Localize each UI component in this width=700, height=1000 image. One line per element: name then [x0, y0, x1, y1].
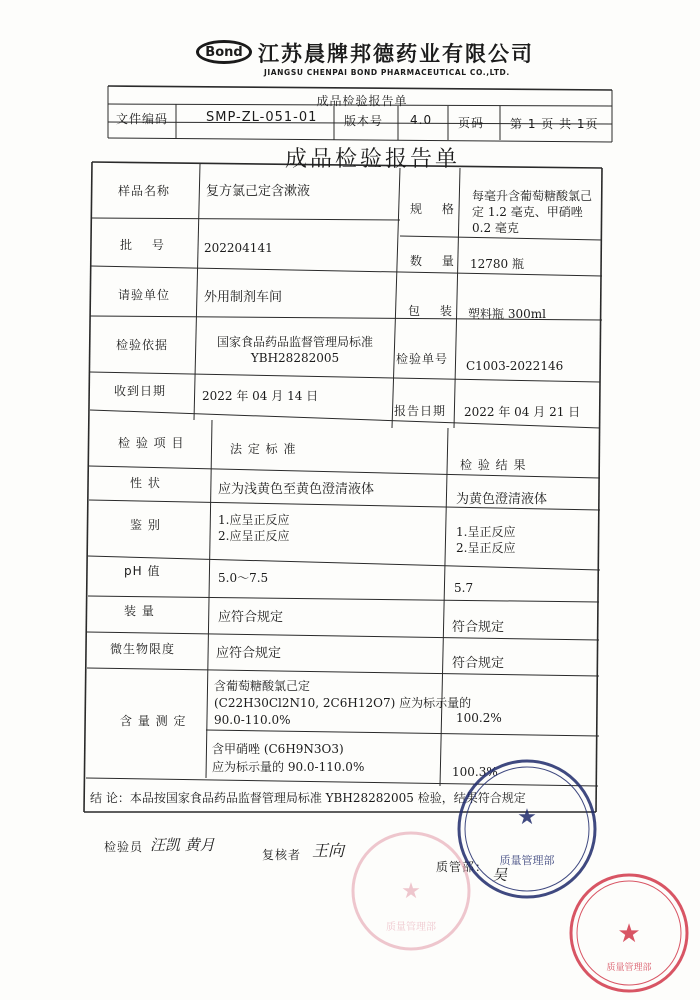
page-value: 第 1 页 共 1页 — [510, 117, 599, 131]
logo-text: Bond — [205, 44, 243, 60]
test-result: 符合规定 — [452, 620, 505, 635]
received-date: 2022 年 04 月 14 日 — [202, 389, 319, 403]
test-standard: 5.0～7.5 — [218, 571, 269, 585]
report-no: C1003-2022146 — [466, 359, 564, 373]
test-result: 符合规定 — [452, 656, 505, 671]
report-title: 成品检验报告单 — [285, 147, 461, 172]
report-no-label: 检验单号 — [396, 352, 449, 366]
svg-text:质量管理部: 质量管理部 — [606, 963, 652, 973]
company-name-en: JIANGSU CHENPAI BOND PHARMACEUTICAL CO.,LTD. — [264, 68, 510, 77]
inspector-signature: 汪凯 黄月 — [150, 836, 215, 854]
svg-text:★: ★ — [401, 879, 421, 904]
sample-name-label: 样品名称 — [118, 184, 171, 198]
report-date: 2022 年 04 月 21 日 — [464, 405, 581, 419]
svg-text:★: ★ — [517, 805, 537, 830]
test-item: pH 值 — [124, 564, 161, 578]
col-standard-header: 法 定 标 准 — [230, 442, 297, 456]
test-standard: 应为浅黄色至黄色澄清液体 — [218, 482, 375, 497]
inspector-label: 检验员 — [104, 840, 144, 854]
company-name-cn: 江苏晨牌邦德药业有限公司 — [258, 42, 534, 66]
file-no-label: 文件编码 — [116, 112, 169, 126]
content-std-1: 含葡萄糖酸氯己定 (C22H30Cl2N10, 2C6H12O7) 应为标示量的 90.0-110.0% — [214, 679, 472, 727]
basis-label: 检验依据 — [116, 338, 169, 352]
test-item: 微生物限度 — [110, 642, 176, 656]
content-std-2: 含甲硝唑 (C6H9N3O3) 应为标示量的 90.0-110.0% — [212, 742, 365, 774]
svg-text:质量管理部: 质量管理部 — [386, 922, 436, 933]
test-item: 性 状 — [130, 476, 161, 490]
reviewer-label: 复核者 — [262, 848, 302, 862]
spec-label: 规 格 — [410, 202, 462, 216]
package: 塑料瓶 300ml — [468, 307, 546, 321]
batch: 202204141 — [204, 241, 273, 255]
version-label: 版本号 — [344, 114, 384, 128]
test-result: 5.7 — [454, 581, 474, 595]
doc-title-small: 成品检验报告单 — [316, 94, 408, 108]
file-no: SMP-ZL-051-01 — [206, 110, 318, 125]
content-result-2: 100.3% — [452, 765, 498, 779]
received-label: 收到日期 — [114, 384, 167, 398]
client-stamp — [566, 870, 692, 996]
sample-name: 复方氯己定含漱液 — [206, 184, 311, 199]
test-result: 1.呈正反应 2.呈正反应 — [456, 525, 516, 555]
test-standard: 应符合规定 — [216, 646, 282, 661]
qa-label: 质管部： — [436, 860, 489, 874]
svg-text:★: ★ — [617, 919, 641, 949]
basis: 国家食品药品监督管理局标准 YBH28282005 — [216, 335, 373, 365]
unit-label: 请验单位 — [118, 288, 171, 302]
qty-label: 数 量 — [410, 254, 462, 268]
version: 4.0 — [410, 113, 433, 127]
col-result-header: 检 验 结 果 — [460, 458, 527, 472]
content-item: 含 量 测 定 — [120, 714, 187, 728]
package-label: 包 装 — [408, 304, 460, 318]
test-item: 鉴 别 — [130, 518, 161, 532]
batch-label: 批 号 — [120, 238, 172, 252]
reviewer-signature: 王向 — [312, 841, 345, 860]
unit: 外用制剂车间 — [204, 290, 283, 305]
test-standard: 应符合规定 — [218, 610, 284, 625]
qty: 12780 瓶 — [470, 257, 524, 271]
qc-stamp — [346, 826, 476, 956]
test-standard: 1.应呈正反应 2.应呈正反应 — [218, 513, 290, 543]
conclusion: 结 论：本品按国家食品药品监督管理局标准 YBH28282005 检验，结果符合规定 — [90, 791, 526, 805]
content-result-1: 100.2% — [456, 711, 502, 725]
page-label: 页码 — [458, 116, 485, 130]
svg-text:质量管理部: 质量管理部 — [499, 854, 555, 867]
spec: 每毫升含葡萄糖酸氯己定 1.2 毫克、甲硝唑 0.2 毫克 — [472, 189, 593, 235]
test-result: 为黄色澄清液体 — [456, 492, 548, 507]
test-item: 装 量 — [124, 604, 155, 618]
qa-signature: 吴 — [492, 866, 508, 884]
report-date-label: 报告日期 — [394, 404, 447, 418]
col-item-header: 检 验 项 目 — [118, 436, 185, 450]
